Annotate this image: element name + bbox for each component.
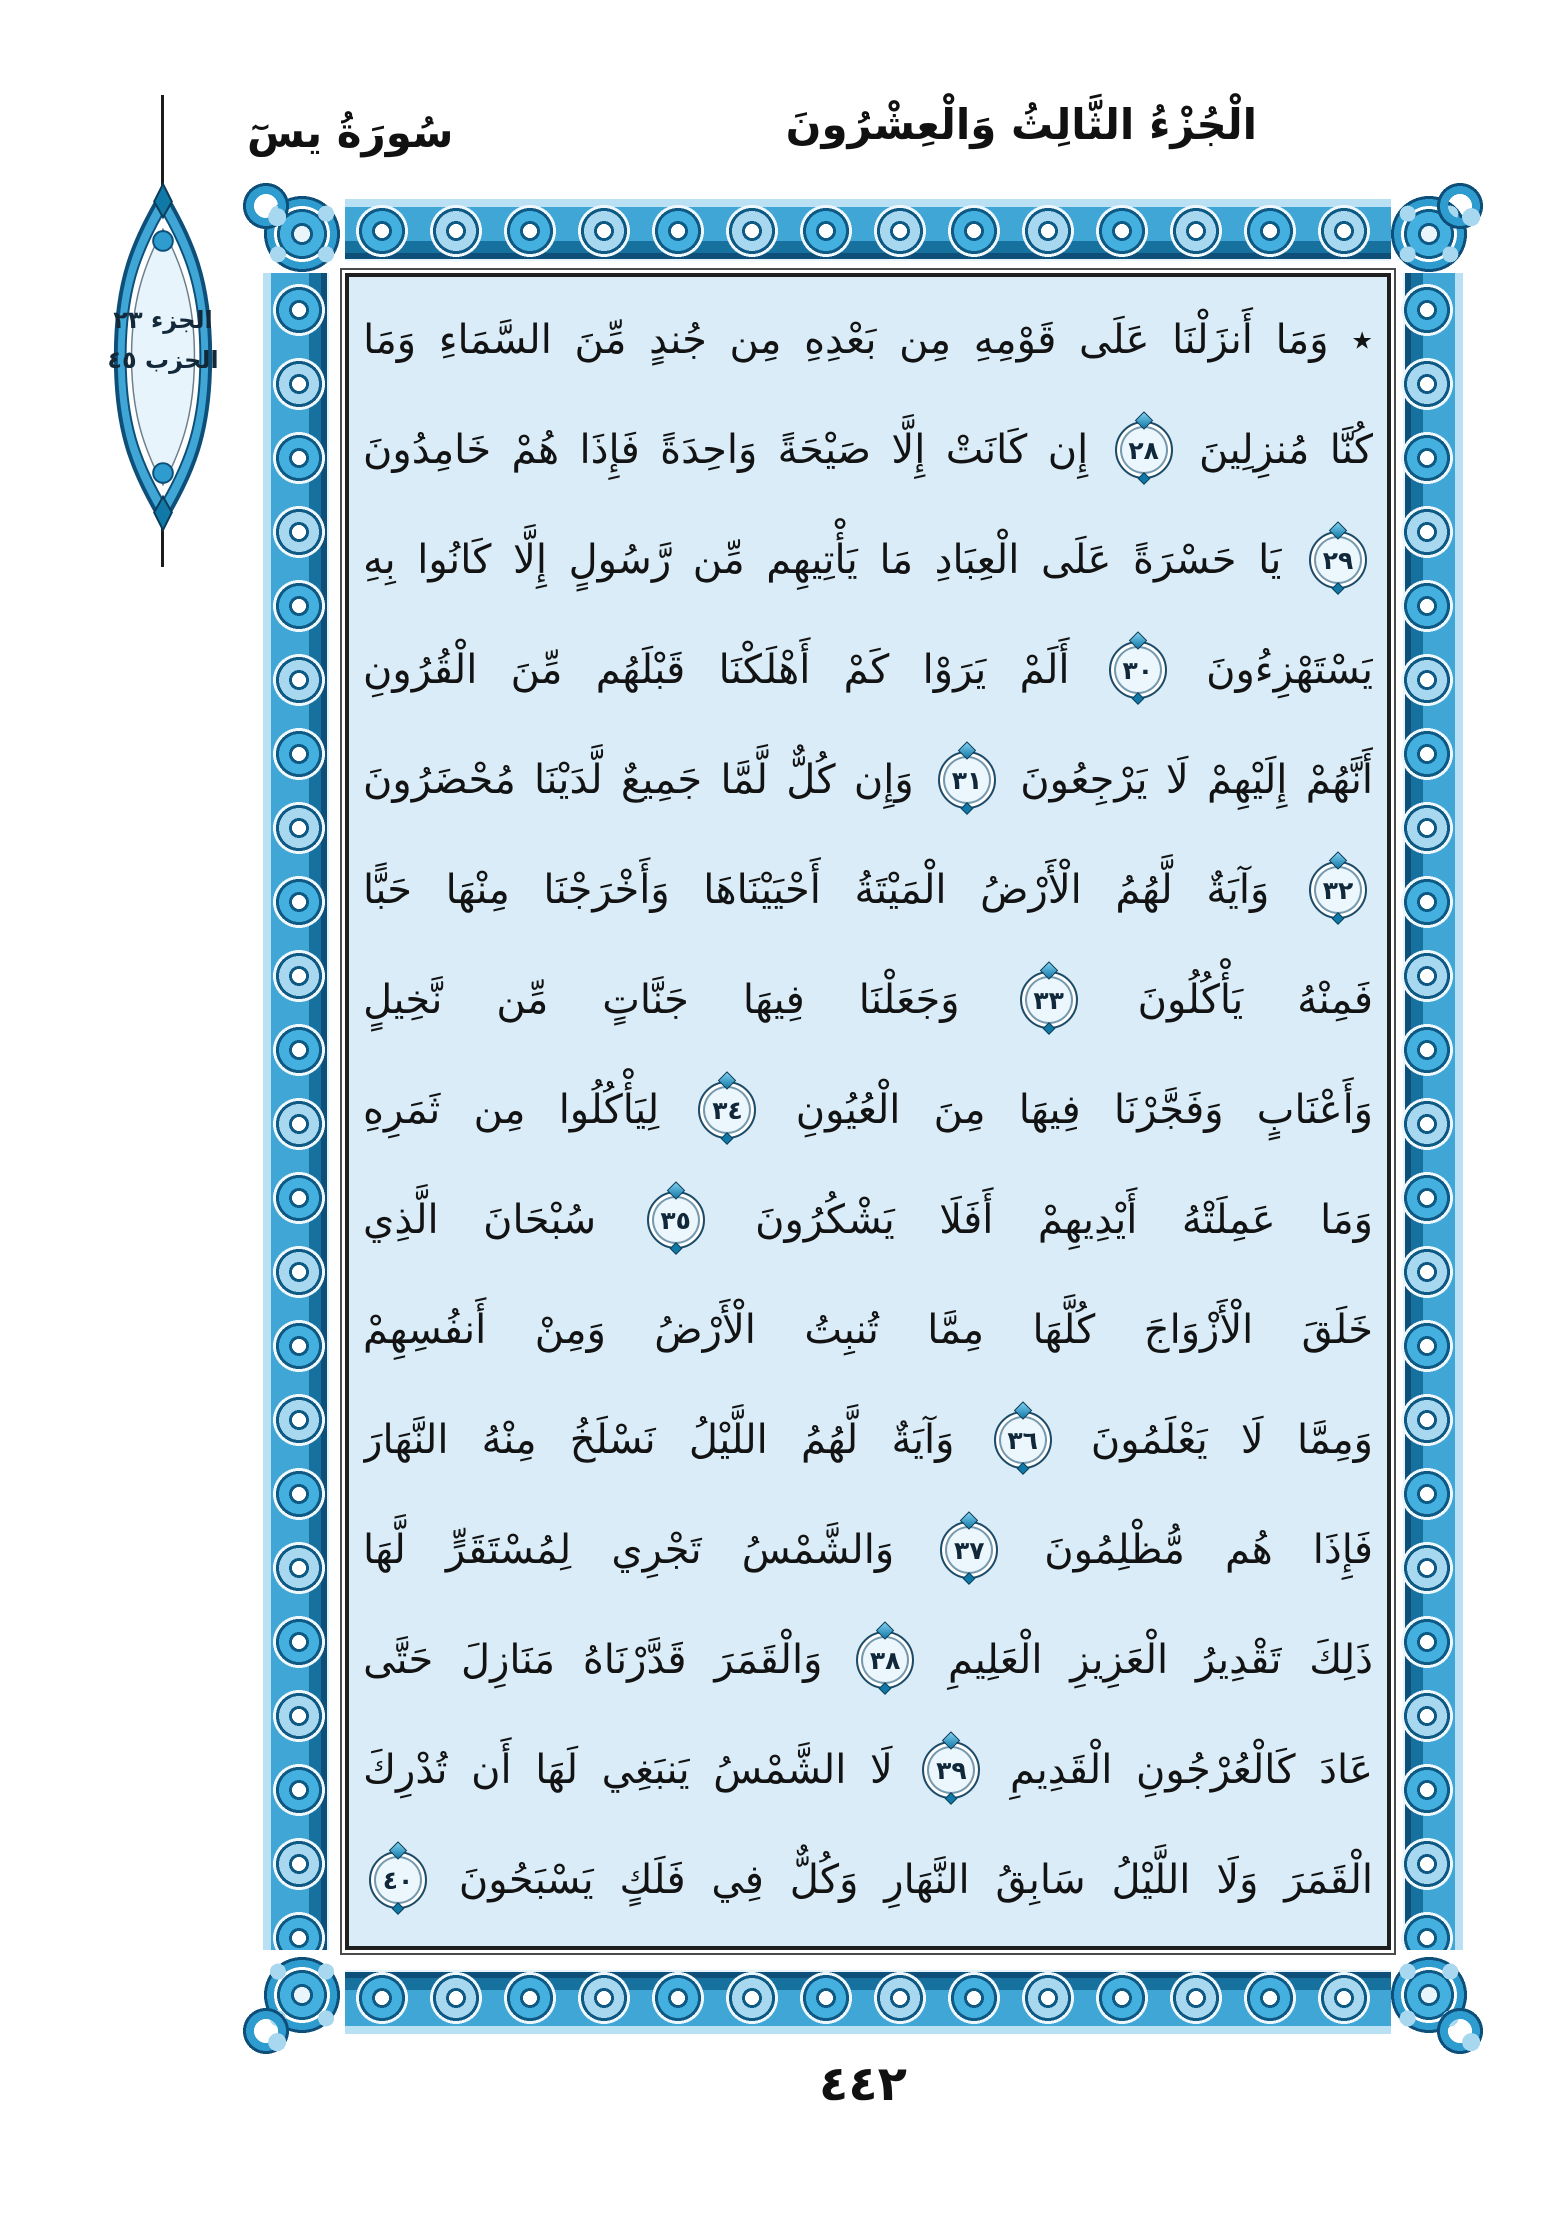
verse-marker: [1309, 861, 1367, 919]
verse-marker: [1020, 971, 1078, 1029]
ayah-word: مِّنَ: [510, 647, 563, 693]
ayah-word: أَهْلَكْنَا: [718, 647, 811, 693]
ayah-word: سُبْحَانَ: [483, 1197, 597, 1243]
ayah-word: إِلَّا: [891, 427, 926, 473]
juz-number-label: الجزء ٢٣: [113, 306, 213, 334]
ayah-word: يَعْلَمُونَ: [1090, 1417, 1208, 1463]
ayah-word: وَفَجَّرْنَا: [1113, 1087, 1224, 1133]
ayah-word: إِلَيْهِمْ: [1206, 757, 1288, 803]
ayah-word: وَلَا: [1216, 1857, 1259, 1903]
ayah-word: قَبْلَهُم: [595, 647, 686, 693]
ayah-word: كُلٌّ: [786, 757, 836, 803]
ayah-word: لَّهُمُ: [801, 1417, 859, 1463]
ayah-word: مِن: [899, 317, 952, 363]
ayah-word: تَقْدِيرُ: [1195, 1637, 1282, 1683]
ayah-word: قَدَّرْنَاهُ: [582, 1637, 687, 1683]
quran-line: [363, 1275, 1373, 1385]
quran-line: [363, 1825, 1373, 1935]
ayah-word: يَشْكُرُونَ: [755, 1197, 895, 1243]
ayah-word: مِّنَ: [574, 317, 627, 363]
verse-marker: [1109, 641, 1167, 699]
ayah-word: حَسْرَةً: [1133, 537, 1237, 583]
verse-marker: [647, 1191, 705, 1249]
ayah-word: الْأَزْوَاجَ: [1143, 1307, 1254, 1353]
ayah-word: مُّظْلِمُونَ: [1044, 1527, 1185, 1573]
verse-number: ٣٨: [869, 1645, 901, 1675]
ayah-word: لَهَا: [535, 1747, 579, 1793]
ayah-word: الْعِبَادِ: [934, 537, 1020, 583]
quran-line: [363, 1605, 1373, 1715]
ayah-word: عَمِلَتْهُ: [1181, 1197, 1276, 1243]
verse-number: ٣٠: [1122, 655, 1154, 685]
ayah-word: جُندٍ: [649, 317, 707, 363]
quran-line: [363, 1055, 1373, 1165]
surah-header-title: سُورَةُ يسٓ: [247, 108, 454, 157]
verse-marker: [940, 1521, 998, 1579]
ayah-word: هُم: [1224, 1527, 1273, 1573]
ayah-word: خَلَقَ: [1301, 1307, 1373, 1353]
page-number: ٤٤٢: [819, 2056, 907, 2112]
ayah-word: مِّن: [692, 537, 745, 583]
ayah-word: مَا: [879, 537, 914, 583]
ayah-word: كَانَتْ: [945, 427, 1028, 473]
ayah-word: وَاحِدَةً: [660, 427, 758, 473]
ayah-word: مِمَّا: [927, 1307, 985, 1353]
ayah-word: الَّذِي: [363, 1197, 439, 1243]
ayah-word: كَالْعُرْجُونِ: [1135, 1747, 1296, 1793]
quran-line: [363, 725, 1373, 835]
ayah-word: الْقُرُونِ: [363, 647, 478, 693]
verse-number: ٣٧: [953, 1535, 985, 1565]
ayah-word: مِّن: [496, 977, 549, 1023]
border-ornament-right: [1391, 273, 1467, 1950]
verse-number: ٤٠: [382, 1865, 414, 1895]
ayah-word: اللَّيْلُ: [688, 1417, 768, 1463]
ayah-word: لَا: [1240, 1417, 1264, 1463]
ayah-word: الْمَيْتَةُ: [854, 867, 947, 913]
quran-line: [363, 1715, 1373, 1825]
ayah-word: أَنَّهُمْ: [1305, 757, 1373, 803]
verse-number: ٣٥: [660, 1205, 691, 1235]
ayah-word: لِيَأْكُلُوا: [558, 1087, 660, 1133]
ayah-word: وَمَا: [1320, 1197, 1373, 1243]
quran-line: [363, 835, 1373, 945]
quran-line: [363, 1165, 1373, 1275]
ayah-word: وَكُلٌّ: [789, 1857, 859, 1903]
quran-line: [363, 1495, 1373, 1605]
ayah-word: جَمِيعٌ: [620, 757, 703, 803]
ayah-word: لَّدَيْنَا: [534, 757, 603, 803]
hizb-number-label: الحزب ٤٥: [107, 346, 219, 374]
ayah-word: لِمُسْتَقَرٍّ: [445, 1527, 572, 1573]
ayah-word: أَيْدِيهِمْ: [1037, 1197, 1138, 1243]
ayah-word: مَنَازِلَ: [461, 1637, 556, 1683]
quran-lines: [363, 285, 1373, 1942]
ayah-word: كُلَّهَا: [1032, 1307, 1096, 1353]
quran-line: [363, 1385, 1373, 1495]
ayah-word: نَّخِيلٍ: [363, 977, 443, 1023]
ayah-word: الْعَزِيزِ: [1070, 1637, 1169, 1683]
ayah-word: إِن: [1047, 427, 1089, 473]
verse-number: ٢٩: [1322, 545, 1354, 575]
verse-marker: [856, 1631, 914, 1689]
verse-marker: [1115, 421, 1173, 479]
ayah-word: اللَّيْلُ: [1111, 1857, 1191, 1903]
ayah-word: وَالشَّمْسُ: [741, 1527, 895, 1573]
ayah-word: أَحْيَيْنَاهَا: [703, 867, 821, 913]
ayah-word: وَمِنْ: [534, 1307, 606, 1353]
ayah-word: فَلَكٍ: [619, 1857, 686, 1903]
ayah-word: عَلَى: [1079, 317, 1150, 363]
ayah-word: أَلَمْ: [1019, 647, 1070, 693]
ayah-word: النَّهَارَ: [363, 1417, 449, 1463]
ayah-word: خَامِدُونَ: [363, 427, 492, 473]
verse-number: ٢٨: [1128, 435, 1159, 465]
ornamental-frame: [259, 195, 1467, 2040]
ayah-word: فَمِنْهُ: [1297, 977, 1373, 1023]
quran-line: [363, 395, 1373, 505]
ayah-word: وَآيَةٌ: [1206, 867, 1270, 913]
ayah-word: فَإِذَا: [1312, 1527, 1373, 1573]
ayah-word: وَأَخْرَجْنَا: [543, 867, 670, 913]
ayah-word: الْعُيُونِ: [795, 1087, 901, 1133]
ayah-word: أَنفُسِهِمْ: [363, 1307, 487, 1353]
ayah-word: ذَلِكَ: [1309, 1637, 1373, 1683]
verse-marker: [994, 1411, 1052, 1469]
ayah-word: الْعَلِيمِ: [947, 1637, 1043, 1683]
ayah-word: عَلَى: [1040, 537, 1112, 583]
ayah-word: مِنْهُ: [481, 1417, 537, 1463]
ayah-word: وَإِن: [853, 757, 914, 803]
ayah-word: وَمَا: [1275, 317, 1329, 363]
ayah-word: إِلَّا: [513, 537, 547, 583]
verse-number: ٣٣: [1033, 985, 1064, 1015]
ayah-word: يَرَوْا: [922, 647, 987, 693]
ayah-word: يَأْتِيهِم: [766, 537, 858, 583]
ayah-word: رَّسُولٍ: [568, 537, 672, 583]
ayah-word: وَمِمَّا: [1296, 1417, 1373, 1463]
quran-line: [363, 505, 1373, 615]
ayah-word: وَالْقَمَرَ: [714, 1637, 823, 1683]
ayah-word: أَفَلَا: [939, 1197, 994, 1243]
ayah-word: يَسْتَهْزِءُونَ: [1206, 647, 1373, 693]
ayah-word: لَّمَّا: [720, 757, 768, 803]
ayah-word: الْقَدِيمِ: [1010, 1747, 1113, 1793]
border-ornament-left: [259, 273, 345, 1950]
verse-number: ٣٤: [712, 1095, 743, 1125]
ayah-word: عَادَ: [1319, 1747, 1373, 1793]
ayah-word: فِيهَا: [742, 977, 805, 1023]
ayah-word: ٭: [1351, 317, 1373, 363]
ayah-word: مِنْهَا: [445, 867, 510, 913]
verse-marker: [698, 1081, 756, 1139]
corner-flourish-icon: [1429, 175, 1491, 237]
ayah-word: مِن: [473, 1087, 526, 1133]
quran-line: [363, 285, 1373, 395]
verse-marker: [369, 1851, 427, 1909]
ayah-word: وَمَا: [363, 317, 417, 363]
ayah-word: تُدْرِكَ: [363, 1747, 448, 1793]
ayah-word: يَأْكُلُونَ: [1137, 977, 1244, 1023]
ayah-word: يَا: [1258, 537, 1282, 583]
verse-number: ٣٦: [1007, 1425, 1038, 1455]
ayah-word: قَوْمِهِ: [973, 317, 1057, 363]
ayah-word: الْأَرْضُ: [980, 867, 1082, 913]
corner-flourish-icon: [235, 175, 297, 237]
ayah-word: وَأَعْنَابٍ: [1256, 1087, 1373, 1133]
ayah-word: تُنبِتُ: [804, 1307, 879, 1353]
ayah-word: لَّهَا: [363, 1527, 406, 1573]
verse-marker: [1309, 531, 1367, 589]
quran-line: [363, 945, 1373, 1055]
text-panel: [345, 273, 1391, 1950]
verse-marker: [922, 1741, 980, 1799]
ayah-word: كُنَّا: [1329, 427, 1373, 473]
ayah-word: فِي: [711, 1857, 764, 1903]
ayah-word: أَنزَلْنَا: [1172, 317, 1253, 363]
ayah-word: حَبًّا: [363, 867, 412, 913]
ayah-word: فَإِذَا: [579, 427, 640, 473]
ayah-word: بِهِ: [363, 537, 396, 583]
verse-marker: [938, 751, 996, 809]
verse-number: ٣٩: [936, 1755, 967, 1785]
ayah-word: نَسْلَخُ: [569, 1417, 656, 1463]
ayah-word: يَرْجِعُونَ: [1020, 757, 1148, 803]
ayah-word: فِيهَا: [1018, 1087, 1081, 1133]
ayah-word: يَسْبَحُونَ: [458, 1857, 594, 1903]
ayah-word: النَّهَارِ: [884, 1857, 970, 1903]
ayah-word: لَا: [1165, 757, 1189, 803]
quran-line: [363, 615, 1373, 725]
ayah-word: ثَمَرِهِ: [363, 1087, 441, 1133]
ayah-word: الْأَرْضُ: [654, 1307, 756, 1353]
ayah-word: سَابِقُ: [995, 1857, 1086, 1903]
ayah-word: وَآيَةٌ: [891, 1417, 955, 1463]
corner-flourish-icon: [1429, 2000, 1491, 2062]
verse-number: ٣١: [951, 765, 983, 795]
ayah-word: الشَّمْسُ: [713, 1747, 847, 1793]
ayah-word: لَا: [869, 1747, 893, 1793]
juz-header-title: الْجُزْءُ الثَّالِثُ وَالْعِشْرُونَ: [785, 100, 1257, 149]
ayah-word: حَتَّى: [363, 1637, 434, 1683]
ayah-word: لَّهُمُ: [1115, 867, 1173, 913]
border-ornament-top: [345, 195, 1391, 273]
ayah-word: تَجْرِي: [611, 1527, 702, 1573]
ayah-word: وَجَعَلْنَا: [858, 977, 960, 1023]
ayah-word: مُحْضَرُونَ: [363, 757, 516, 803]
ayah-word: أَن: [471, 1747, 512, 1793]
ayah-word: صَيْحَةً: [777, 427, 871, 473]
ayah-word: كَمْ: [843, 647, 890, 693]
ayah-word: جَنَّاتٍ: [602, 977, 689, 1023]
ayah-word: مُنزِلِينَ: [1199, 427, 1310, 473]
ayah-word: كَانُوا: [417, 537, 492, 583]
verse-number: ٣٢: [1322, 875, 1354, 905]
ayah-word: الْقَمَرَ: [1284, 1857, 1373, 1903]
ayah-word: مِن: [729, 317, 782, 363]
ayah-word: بَعْدِهِ: [804, 317, 877, 363]
ayah-word: يَنبَغِي: [601, 1747, 690, 1793]
ayah-word: السَّمَاءِ: [438, 317, 552, 363]
ayah-word: هُمْ: [511, 427, 560, 473]
border-ornament-bottom: [345, 1950, 1391, 2040]
corner-flourish-icon: [235, 2000, 297, 2062]
ayah-word: مِنَ: [933, 1087, 986, 1133]
juz-hizb-label: [100, 300, 226, 380]
